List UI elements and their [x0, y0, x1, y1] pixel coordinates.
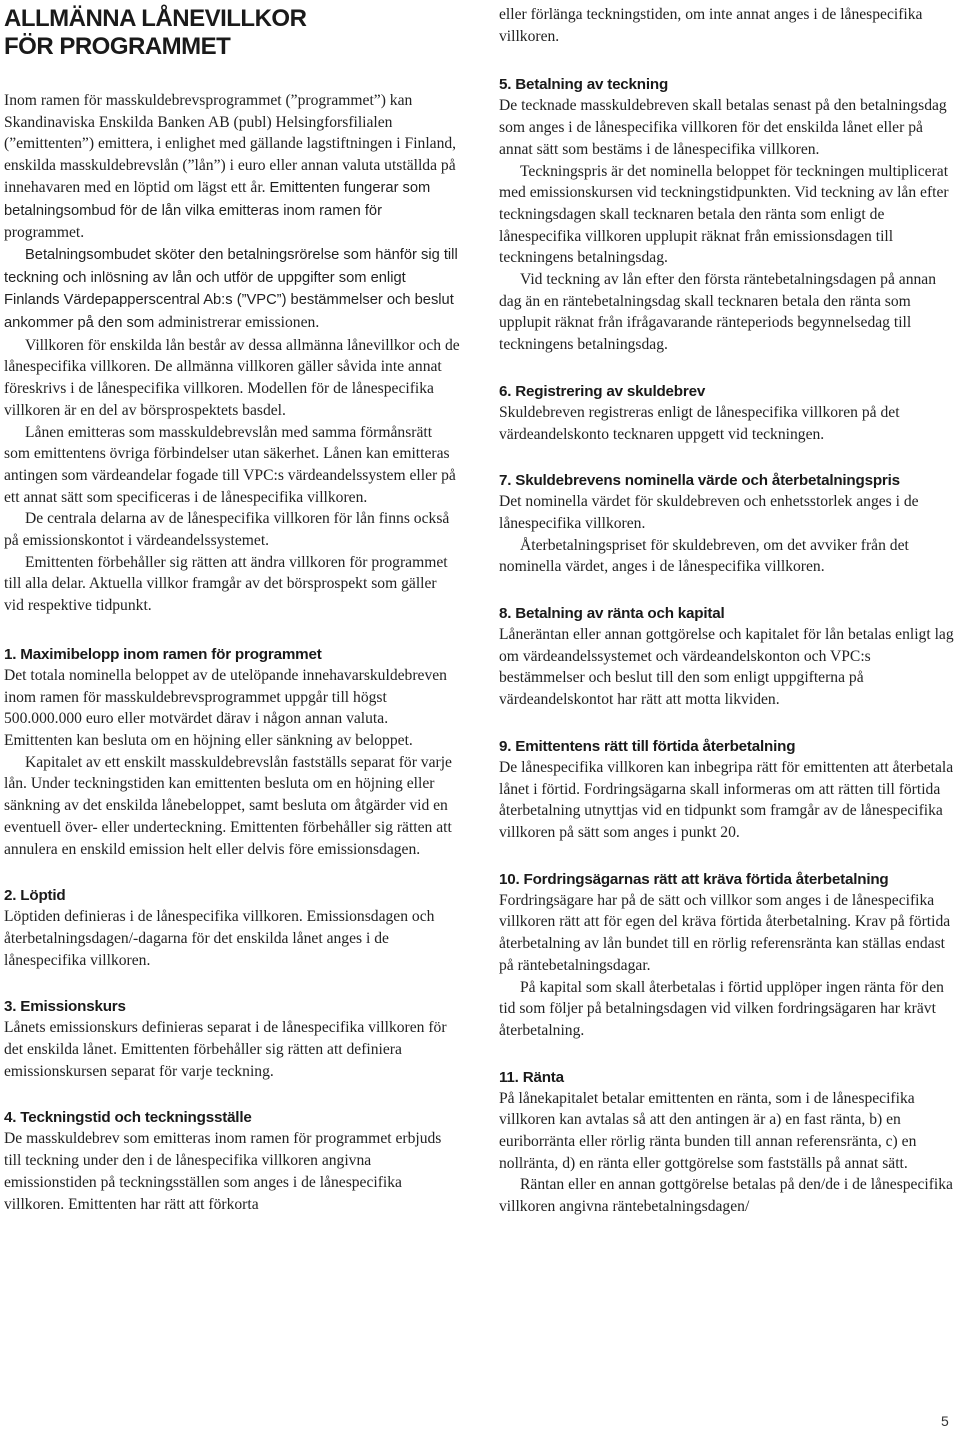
section-5-heading: 5. Betalning av teckning	[499, 76, 669, 94]
section-5	[499, 74, 957, 355]
section-5-paragraph-1: De tecknade masskuldebreven skall betalas senast på den betalningsdag som anges i de lånespecifika villkoren för det enskilda lånet eller på annat sätt som bestäms i de lånespecifika villkoren.	[499, 97, 947, 158]
section-6	[499, 381, 957, 445]
section-10-heading: 10. Fordringsägarnas rätt att kräva förtida återbetalning	[499, 870, 889, 888]
section-9	[499, 736, 957, 844]
section-1-paragraph-1: Det totala nominella beloppet av de utelöpande innehavarskuldebreven inom ramen för masskuldebrevsprogrammet uppgår till högst 500.000.000 euro eller motvärdet därav i någon annan valuta. Emittenten kan besluta om en höjning eller sänkning av beloppet.	[4, 666, 447, 749]
intro-p2-end: administrerar emissionen.	[158, 314, 320, 332]
section-3-heading: 3. Emissionskurs	[4, 998, 126, 1016]
section-8-paragraph-1: Låneräntan eller annan gottgörelse och kapitalet för lån betalas enligt lag om värdeandelssystemet och värdeandelskonton och VPC:s bestämmelser och beslut till den som enligt uppgifterna på värdeandelskontot har rätt att motta likviden.	[499, 626, 954, 709]
intro-p2-sans: Betalningsombudet sköter den betalningsrörelse som hänför sig till teckning och inlösning av lån och utför de uppgifter som enligt Finlands Värdepapperscentral Ab:s (”VPC”) bestämmelser och beslut ankommer på den som	[4, 246, 458, 332]
page-title	[4, 5, 460, 61]
section-1-paragraph-2: Kapitalet av ett enskilt masskuldebrevslån fastställs separat för varje lån. Under teckningstiden kan emittenten besluta om en höjning eller sänkning av det enskilda lånebeloppet, samt besluta om åtgärder vid en eventuell över- eller underteckning. Emittenten förbehåller sig rätten att annulera en enskild emission helt eller delvis före emissionsdagen.	[4, 753, 452, 858]
section-2-paragraph-1: Löptiden definieras i de lånespecifika villkoren. Emissionsdagen och återbetalningsdagen/-dagarna för det enskilda lånet anges i de lånespecifika villkoren.	[4, 908, 435, 969]
left-column	[4, 0, 460, 1215]
section-4-continuation: eller förlänga teckningstiden, om inte annat anges i de lånespecifika villkoren.	[499, 6, 923, 45]
section-9-heading: 9. Emittentens rätt till förtida återbetalning	[499, 737, 796, 755]
section-5-paragraph-2: Teckningspris är det nominella beloppet för teckningen multiplicerat med emissionskursen vid teckningstidpunkten. Vid teckning av lån efter teckningsdagen skall tecknaren betala den ränta som enligt de lånespecifika villkoren upplupit räknat från emissionsdagen till teckningens betalningsdag.	[499, 162, 949, 267]
section-4	[4, 1107, 460, 1215]
intro-paragraph-3: Villkoren för enskilda lån består av dessa allmänna lånevillkor och de lånespecifika villkoren. De allmänna villkoren gäller såvida inte annat föreskrivs i de lånespecifika villkoren. Modellen för de lånespecifika villkoren är en del av börsprospektets basdel.	[4, 336, 460, 419]
section-6-heading: 6. Registrering av skuldebrev	[499, 382, 706, 400]
right-column	[499, 4, 957, 1218]
section-2-heading: 2. Löptid	[4, 887, 66, 905]
intro-p1-end: programmet.	[4, 224, 85, 242]
intro-paragraph-1	[4, 90, 460, 244]
section-10	[499, 869, 957, 1042]
intro-p1-serif: Inom ramen för masskuldebrevsprogrammet (”programmet”) kan Skandinaviska Enskilda Banken AB (publ) Helsingforsfilialen (”emittenten”) emittera, i enlighet med gällande lagstiftningen i Finland, enskilda masskuldebrevslån (”lån”) i euro eller annan valuta utställda på innehavaren med en löptid om lägst ett år.	[4, 92, 457, 196]
section-7-heading: 7. Skuldebrevens nominella värde och återbetalningspris	[499, 472, 900, 490]
intro-paragraph-6: Emittenten förbehåller sig rätten att ändra villkoren för programmet till alla delar. Aktuella villkor framgår av det börsprospekt som gäller vid respektive tidpunkt.	[4, 553, 448, 615]
section-3	[4, 996, 460, 1082]
section-9-paragraph-1: De lånespecifika villkoren kan inbegripa rätt för emittenten att återbetala lånet i förtid. Fordringsägarna skall informeras om att rätten till förtida återbetalning utnyttjas vid en tidpunkt som framgår av de lånespecifika villkoren på sätt som anges i punkt 20.	[499, 758, 954, 841]
section-6-paragraph-1: Skuldebreven registreras enligt de lånespecifika villkoren på det värdeandelskonto tecknaren uppgett vid teckningen.	[499, 403, 900, 443]
section-4-paragraph-1: De masskuldebrev som emitteras inom ramen för programmet erbjuds till teckning under den i de lånespecifika villkoren angivna emissionstiden på teckningsställen som anges i de lånespecifika villkoren. Emittenten har rätt att förkorta	[4, 1130, 442, 1213]
intro-paragraph-4: Lånen emitteras som masskuldebrevslån med samma förmånsrätt som emittentens övriga förbindelser utan säkerhet. Lånen kan emitteras antingen som värdeandelar fogade till VPC:s värdeandelssystem eller på ett annat sätt som specificeras i de lånespecifika villkoren.	[4, 423, 456, 506]
section-11-heading: 11. Ränta	[499, 1068, 564, 1086]
section-1-heading: 1. Maximibelopp inom ramen för programmet	[4, 645, 322, 663]
section-2	[4, 885, 460, 971]
section-7-paragraph-2: Återbetalningspriset för skuldebreven, om det avviker från det nominella värdet, anges i de lånespecifika villkoren.	[499, 536, 909, 576]
section-10-paragraph-1: Fordringsägare har på de sätt och villkor som anges i de lånespecifika villkoren rätt att för egen del kräva förtida återbetalning. Krav på förtida återbetalning av lån bundet till en rörlig referensränta kan ställas endast på räntebetalningsdagar.	[499, 891, 951, 974]
section-8	[499, 603, 957, 711]
intro-p1-sans: Emittenten fungerar som betalningsombud för de lån vilka emitteras inom ramen för	[4, 179, 431, 219]
section-11	[499, 1067, 957, 1218]
section-11-paragraph-2: Räntan eller en annan gottgörelse betalas på den/de i de lånespecifika villkoren angivna räntebetalningsdagen/	[499, 1176, 953, 1216]
section-8-heading: 8. Betalning av ränta och kapital	[499, 605, 725, 623]
section-10-paragraph-2: På kapital som skall återbetalas i förtid upplöper ingen ränta för den tid som följer på betalningsdagen vid vilken fordringsägaren har krävt återbetalning.	[499, 978, 944, 1039]
section-5-paragraph-3: Vid teckning av lån efter den första räntebetalningsdagen på annan dag än en räntebetalningsdag skall tecknaren betala den ränta som upplupit räknat från ifrågavarande ränteperiods begynnelsedag till teckningens betalningsdag.	[499, 271, 937, 354]
section-4-heading: 4. Teckningstid och teckningsställe	[4, 1109, 252, 1127]
section-7	[499, 470, 957, 578]
page-number: 5	[941, 1413, 949, 1429]
title-line-1: ALLMÄNNA LÅNEVILLKOR	[4, 5, 307, 32]
section-3-paragraph-1: Lånets emissionskurs definieras separat i de lånespecifika villkoren för det enskilda lånet. Emittenten förbehåller sig rätten att definiera emissionskursen separat för varje teckning.	[4, 1019, 447, 1080]
section-11-paragraph-1: På lånekapitalet betalar emittenten en ränta, som i de lånespecifika villkoren kan avtalas så att den antingen är a) en fast ränta, b) en euriborränta eller rörlig ränta bunden till annan referensränta, c) en nollränta, d) en ränta eller gottgörelse som fastställs på annat sätt.	[499, 1089, 917, 1172]
section-7-paragraph-1: Det nominella värdet för skuldebreven och enhetsstorlek anges i de lånespecifika villkoren.	[499, 493, 919, 532]
intro-paragraph-2	[4, 244, 460, 335]
intro-paragraph-5: De centrala delarna av de lånespecifika villkoren för lån finns också på emissionskontot i värdeandelssystemet.	[4, 510, 450, 550]
title-line-2: FÖR PROGRAMMET	[4, 33, 231, 60]
section-1	[4, 644, 460, 860]
intro-section	[4, 90, 460, 617]
